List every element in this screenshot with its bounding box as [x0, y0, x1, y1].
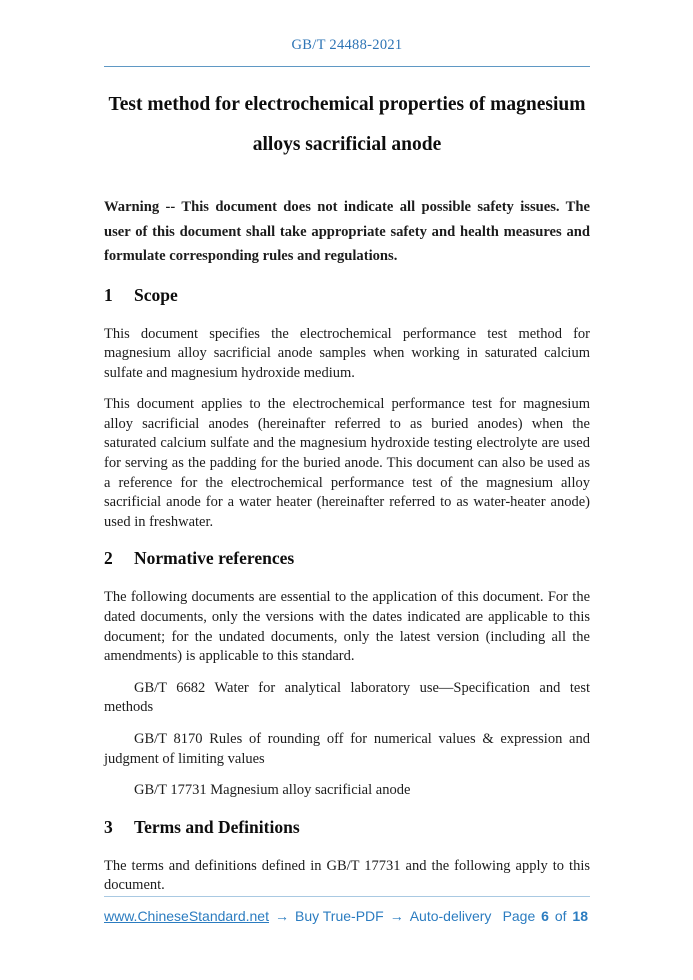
total-page-number: 18	[572, 908, 588, 924]
section-normative-references	[104, 548, 590, 800]
current-page-number: 6	[541, 908, 549, 924]
footer-links	[104, 908, 491, 924]
paragraph: This document applies to the electrochemical performance test for magnesium alloy sacrificial anodes (hereinafter referred to as buried anodes) when the saturated calcium sulfate and the magnesium hydroxide testing electrolyte are used for serving as the padding for the buried anode. This document can also be used as a reference for the electrochemical performance test of the magnesium alloy sacrificial anode for a water heater (hereinafter referred to as water-heater anode) used in freshwater.	[104, 396, 590, 530]
reference-item: GB/T 6682 Water for analytical laboratory use—Specification and test methods	[104, 679, 590, 716]
section-terms-and-definitions	[104, 817, 590, 896]
page-header	[104, 0, 590, 67]
page-footer	[104, 896, 590, 924]
arrow-icon: →	[275, 908, 289, 924]
page-word: Page	[502, 908, 536, 924]
footer-auto-delivery-label: Auto-delivery	[409, 908, 492, 924]
section-title: Scope	[134, 284, 178, 305]
section-title: Terms and Definitions	[134, 816, 300, 837]
paragraph: The terms and definitions defined in GB/T 17731 and the following apply to this document.	[104, 857, 590, 894]
warning-paragraph: Warning -- This document does not indicate all possible safety issues. The user of this document shall take appropriate safety and health measures and formulate corresponding rules and regulations.	[104, 199, 590, 264]
doc-number: GB/T 24488-2021	[291, 37, 403, 53]
footer-website-link[interactable]: www.ChineseStandard.net	[104, 908, 269, 924]
page-title-line2: alloys sacrificial anode	[252, 134, 442, 155]
footer-buy-pdf-label: Buy True-PDF	[295, 908, 384, 924]
arrow-icon: →	[389, 908, 404, 924]
page-title-line1: Test method for electrochemical properties of magnesium	[108, 94, 586, 115]
section-number: 3	[104, 816, 113, 837]
paragraph: The following documents are essential to the application of this document. For the dated documents, only the versions with the dates indicated are applicable to this document; for the undated documents, only the latest version (including all the amendments) is applicable to this standard.	[104, 589, 590, 665]
section-heading	[104, 548, 590, 569]
of-word: of	[554, 908, 567, 924]
header-rule	[104, 66, 590, 67]
section-scope	[104, 285, 590, 533]
section-number: 1	[104, 284, 113, 305]
reference-item: GB/T 17731 Magnesium alloy sacrificial anode	[134, 782, 411, 799]
reference-item: GB/T 8170 Rules of rounding off for numerical values & expression and judgment of limiting values	[104, 731, 590, 767]
page-title	[104, 85, 590, 165]
section-heading	[104, 285, 590, 306]
section-number: 2	[104, 548, 113, 569]
paragraph: This document specifies the electrochemical performance test method for magnesium alloy sacrificial anode samples when working in saturated calcium sulfate and magnesium hydroxide medium.	[104, 325, 590, 381]
section-title: Normative references	[134, 548, 295, 569]
section-heading	[104, 817, 590, 838]
document-body	[104, 285, 590, 896]
page-indicator	[503, 908, 590, 924]
